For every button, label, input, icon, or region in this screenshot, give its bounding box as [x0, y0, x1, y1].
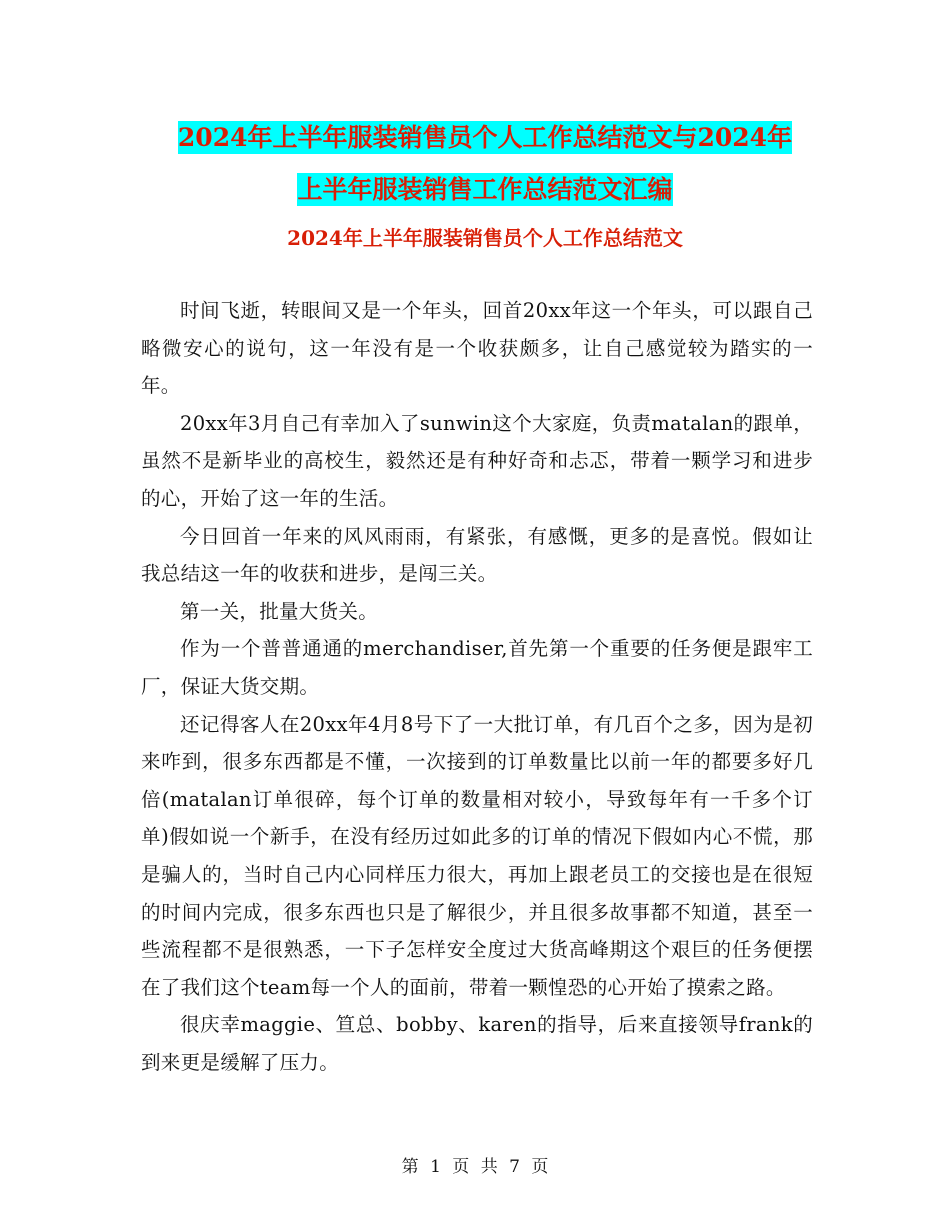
paragraph-7: 很庆幸maggie、笪总、bobby、karen的指导，后来直接领导frank的到来更是缓解了压力。 — [141, 1013, 813, 1074]
document-body — [141, 292, 813, 1081]
paragraph-1: 时间飞逝，转眼间又是一个年头，回首20xx年这一个年头，可以跟自己略微安心的说句，这一年没有是一个收获颇多，让自己感觉较为踏实的一年。 — [141, 299, 813, 398]
document-title — [140, 112, 830, 216]
page-footer: 第 1 页 共 7 页 — [401, 1157, 549, 1177]
paragraph-6: 还记得客人在20xx年4月8号下了一大批订单，有几百个之多，因为是初来咋到，很多东西都是不懂，一次接到的订单数量比以前一年的都要多好几倍(matalan订单很碎，每个订单的数量相对较小，导致每年有一千多个订单)假如说一个新手，在没有经历过如此多的订单的情况下假如内心不慌，那是骗人的，当时自己内心同样压力很大，再加上跟老员工的交接也是在很短的时间内完成，很多东西也只是了解很少，并且很多故事都不知道，甚至一些流程都不是很熟悉，一下子怎样安全度过大货高峰期这个艰巨的任务便摆在了我们这个team每一个人的面前，带着一颗惶恐的心开始了摸索之路。 — [141, 712, 813, 999]
document-title-line-1: 2024年上半年服装销售员个人工作总结范文与2024年 — [177, 123, 793, 152]
section-title: 2024年上半年服装销售员个人工作总结范文 — [287, 226, 683, 250]
paragraph-3: 今日回首一年来的风风雨雨，有紧张，有感慨，更多的是喜悦。假如让我总结这一年的收获和进步，是闯三关。 — [141, 524, 813, 586]
paragraph-2: 20xx年3月自己有幸加入了sunwin这个大家庭，负责matalan的跟单，虽然不是新毕业的高校生，毅然还是有种好奇和忐忑，带着一颗学习和进步的心，开始了这一年的生活。 — [141, 411, 813, 510]
document-title-line-2: 上半年服装销售工作总结范文汇编 — [297, 175, 673, 204]
paragraph-5: 作为一个普普通通的merchandiser,首先第一个重要的任务便是跟牢工厂，保证大货交期。 — [141, 637, 813, 698]
paragraph-4: 第一关，批量大货关。 — [180, 599, 379, 623]
